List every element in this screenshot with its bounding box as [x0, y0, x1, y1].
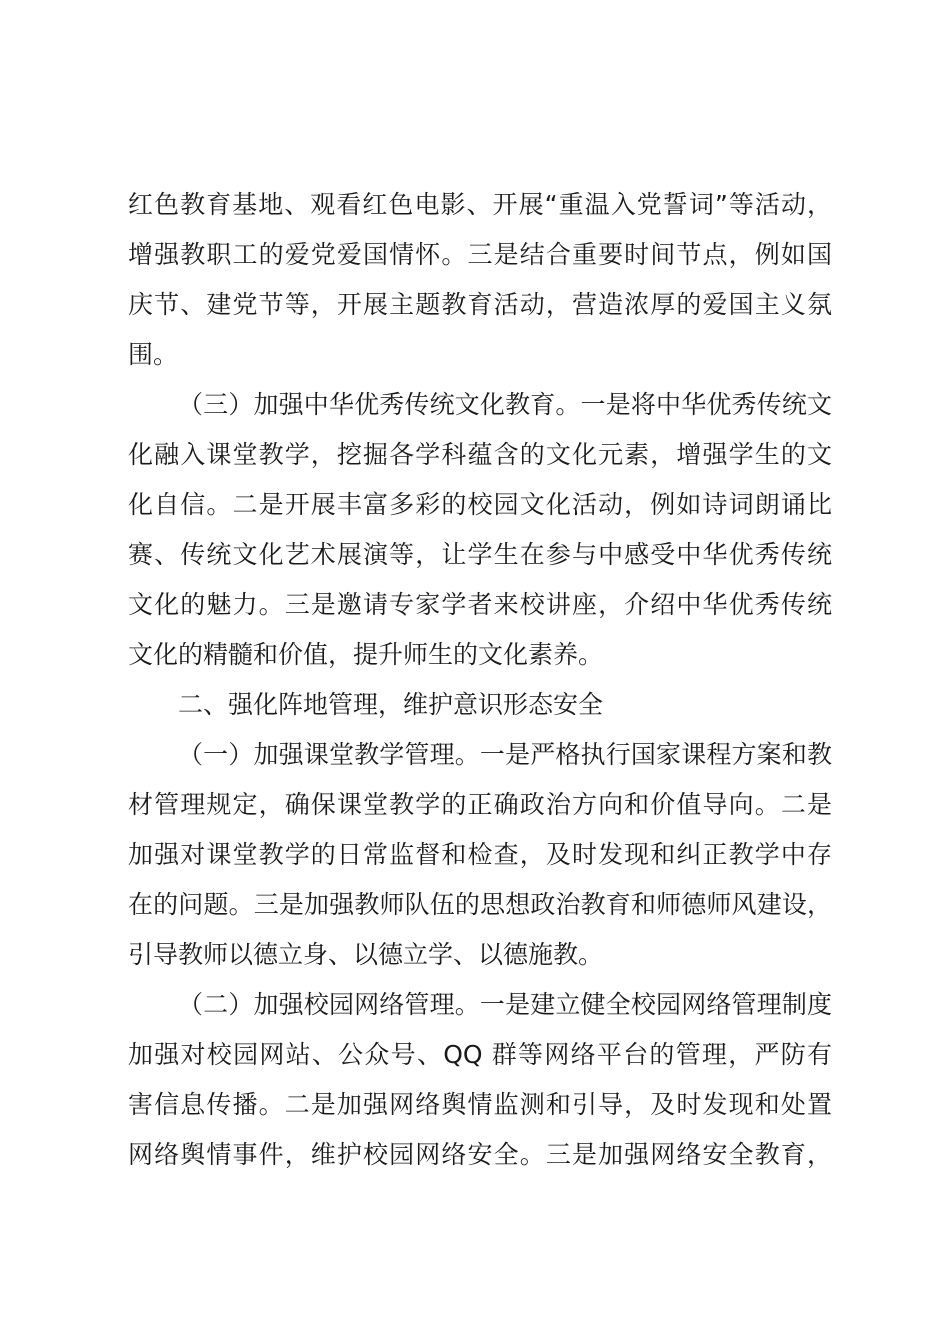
text-line: 增强教职工的爱党爱国情怀。三是结合重要时间节点，例如国 [128, 240, 832, 269]
document-page [128, 0, 832, 1344]
paragraph-start-line: （一）加强课堂教学管理。一是严格执行国家课程方案和教 [178, 740, 832, 769]
section-heading: 二、强化阵地管理，维护意识形态安全 [178, 690, 604, 719]
text-line: 加强对课堂教学的日常监督和检查，及时发现和纠正教学中存 [128, 840, 832, 869]
text-line: 引导教师以德立身、以德立学、以德施教。 [128, 940, 604, 969]
text-line: 加强对校园网站、公众号、QQ 群等网络平台的管理，严防有 [128, 1040, 832, 1069]
text-line: 害信息传播。二是加强网络舆情监测和引导，及时发现和处置 [128, 1090, 832, 1119]
text-line: 化融入课堂教学，挖掘各学科蕴含的文化元素，增强学生的文 [128, 440, 832, 469]
text-line: 化自信。二是开展丰富多彩的校园文化活动，例如诗词朗诵比 [128, 490, 832, 519]
text-line: 红色教育基地、观看红色电影、开展“重温入党誓词”等活动， [128, 190, 832, 219]
text-line: 赛、传统文化艺术展演等，让学生在参与中感受中华优秀传统 [128, 540, 832, 569]
text-line: 材管理规定，确保课堂教学的正确政治方向和价值导向。二是 [128, 790, 832, 819]
paragraph-start-line: （三）加强中华优秀传统文化教育。一是将中华优秀传统文 [178, 390, 832, 419]
paragraph-start-line: （二）加强校园网络管理。一是建立健全校园网络管理制度 [178, 990, 832, 1019]
text-line: 网络舆情事件，维护校园网络安全。三是加强网络安全教育， [128, 1140, 832, 1169]
text-line: 在的问题。三是加强教师队伍的思想政治教育和师德师风建设， [128, 890, 832, 919]
text-line: 围。 [128, 340, 179, 369]
text-line: 文化的精髓和价值，提升师生的文化素养。 [128, 640, 604, 669]
text-line: 文化的魅力。三是邀请专家学者来校讲座，介绍中华优秀传统 [128, 590, 832, 619]
text-line: 庆节、建党节等，开展主题教育活动，营造浓厚的爱国主义氛 [128, 290, 832, 319]
